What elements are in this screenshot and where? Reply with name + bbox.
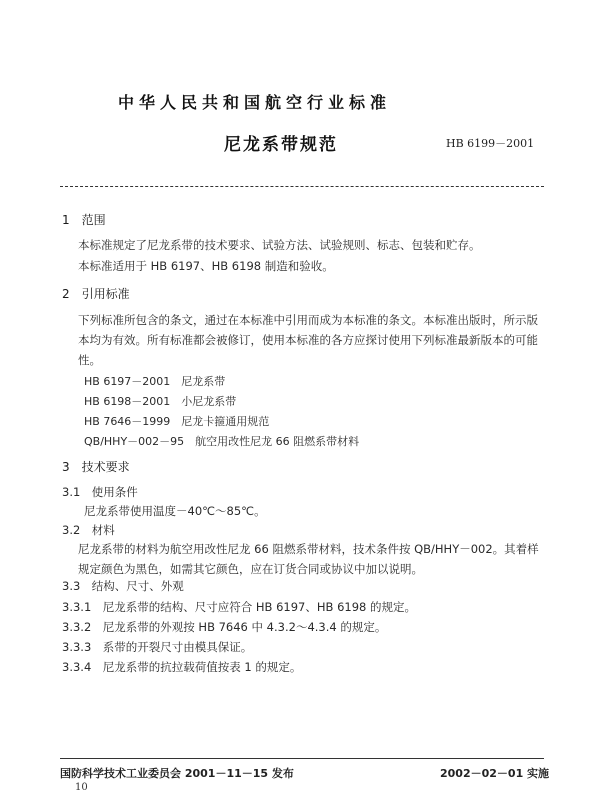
section-3-1-heading: 3.1 使用条件 [62,485,138,499]
reference-item: HB 6198－2001 小尼龙系带 [84,395,237,408]
standard-category-title: 中华人民共和国航空行业标准 [118,93,392,112]
section-3-2-heading: 3.2 材料 [62,523,115,537]
reference-item: HB 6197－2001 尼龙系带 [84,375,226,388]
header-divider [60,186,544,187]
page-number: 10 [75,782,88,793]
document-title: 尼龙系带规范 [224,135,338,155]
clause-item: 3.3.2 尼龙系带的外观按 HB 7646 中 4.3.2～4.3.4 的规定。 [62,620,387,634]
section-1-para-1: 本标准规定了尼龙系带的技术要求、试验方法、试验规则、标志、包装和贮存。 [78,238,481,252]
section-1-heading: 1 范围 [62,213,106,227]
implementation-date: 2002－02－01 实施 [440,767,550,780]
section-3-2-text: 尼龙系带的材料为航空用改性尼龙 66 阻燃系带材料，技术条件按 QB/HHY－002。其着样规定颜色为黑色，如需其它颜色，应在订货合同或协议中加以说明。 [78,542,539,576]
clause-item: 3.3.3 系带的开裂尺寸由模具保证。 [62,640,253,654]
section-3-1-text: 尼龙系带使用温度－40℃～85℃。 [84,504,266,518]
clause-item: 3.3.1 尼龙系带的结构、尺寸应符合 HB 6197、HB 6198 的规定。 [62,600,416,614]
reference-item: HB 7646－1999 尼龙卡箍通用规范 [84,415,270,428]
section-1-para-2: 本标准适用于 HB 6197、HB 6198 制造和验收。 [78,259,334,273]
clause-item: 3.3.4 尼龙系带的抗拉载荷值按表 1 的规定。 [62,660,302,674]
footer-divider [60,758,544,759]
section-2-intro: 下列标准所包含的条文，通过在本标准中引用而成为本标准的条文。本标准出版时，所示版本均为有效。所有标准都会被修订，使用本标准的各方应探讨使用下列标准最新版本的可能性。 [78,313,538,367]
section-3-heading: 3 技术要求 [62,460,130,474]
section-3-3-heading: 3.3 结构、尺寸、外观 [62,579,184,593]
section-2-heading: 2 引用标准 [62,287,130,301]
reference-item: QB/HHY－002－95 航空用改性尼龙 66 阻燃系带材料 [84,435,360,448]
standard-code: HB 6199－2001 [446,137,535,150]
issue-statement: 国防科学技术工业委员会 2001－11－15 发布 [60,767,294,780]
